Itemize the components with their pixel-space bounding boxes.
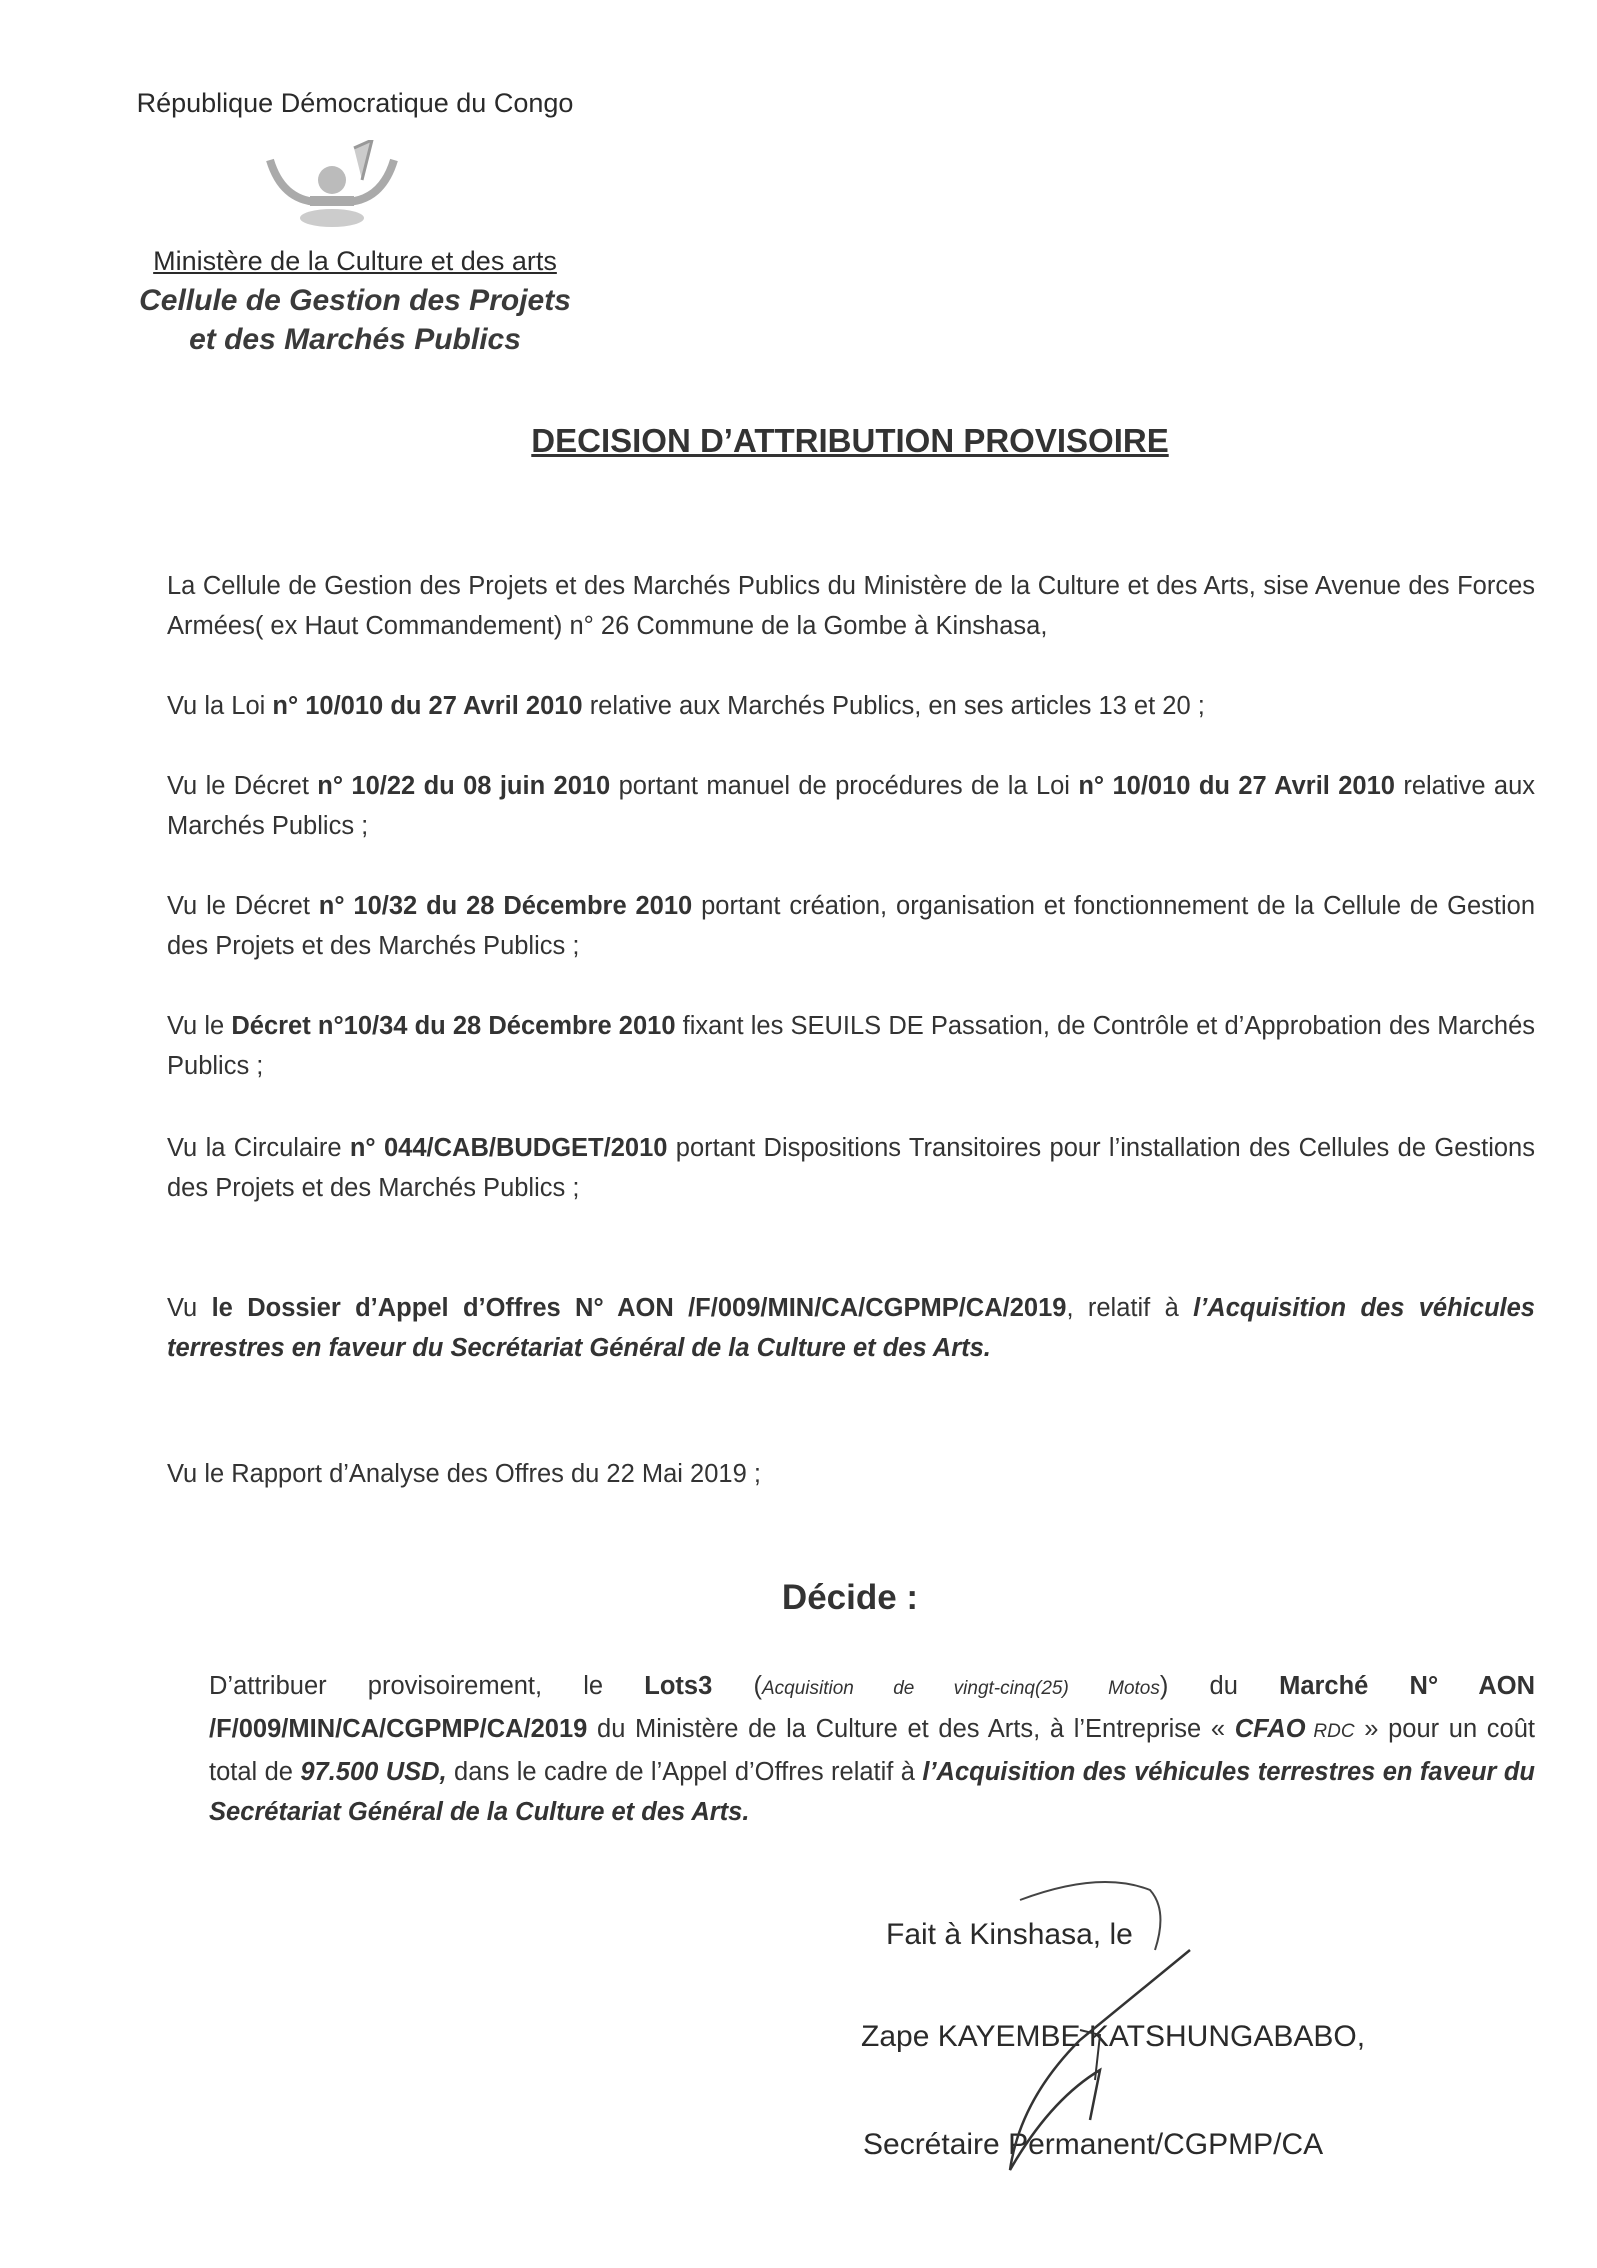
paragraph-intro: La Cellule de Gestion des Projets et des Marchés Publics du Ministère de la Culture et des Arts, sise Avenue des Forces Armées( ex Haut Commandement) n° 26 Commune de la Gombe à Kinshasa, [167,572,1535,640]
signatory-role: Secrétaire Permanent/CGPMP/CA [863,2128,1324,2161]
coat-of-arms-emblem [262,140,402,230]
document-title: DECISION D’ATTRIBUTION PROVISOIRE [531,422,1169,459]
ministry-name: Ministère de la Culture et des arts [153,246,557,276]
paragraph-dossier: Vu le Dossier d’Appel d’Offres N° AON /F/009/MIN/CA/CGPMP/CA/2019, relatif à l’Acquisition des véhicules terrestres en faveur du Secrétariat Général de la Culture et des Arts. [167,1294,1535,1362]
signatory-name: Zape KAYEMBE KATSHUNGABABO, [861,2020,1366,2053]
cell-name-line1: Cellule de Gestion des Projets [139,284,571,317]
handwritten-signature [900,1870,1220,2200]
decide-heading: Décide : [781,1578,919,1617]
paragraph-decret-1034: Vu le Décret n°10/34 du 28 Décembre 2010 fixant les SEUILS DE Passation, de Contrôle et d’Approbation des Marchés Publics ; [167,1012,1535,1080]
country-name: République Démocratique du Congo [136,88,574,118]
paragraph-decret-1022: Vu le Décret n° 10/22 du 08 juin 2010 portant manuel de procédures de la Loi n° 10/010 du 27 Avril 2010 relative aux Marchés Publics ; [167,772,1536,840]
paragraph-rapport: Vu le Rapport d’Analyse des Offres du 22 Mai 2019 ; [167,1460,761,1488]
cell-name-line2: et des Marchés Publics [189,323,521,356]
paragraph-loi: Vu la Loi n° 10/010 du 27 Avril 2010 relative aux Marchés Publics, en ses articles 13 et 20 ; [167,692,1205,720]
paragraph-decret-1032: Vu le Décret n° 10/32 du 28 Décembre 2010 portant création, organisation et fonctionnement de la Cellule de Gestion des Projets et des Marchés Publics ; [167,892,1536,960]
signature-place: Fait à Kinshasa, le [886,1918,1133,1951]
decision-paragraph: D’attribuer provisoirement, le Lots3 (Acquisition de vingt-cinq(25) Motos) du Marché N° AON /F/009/MIN/CA/CGPMP/CA/2019 du Ministère de la Culture et des Arts, à l’Entreprise « CFAO RDC » pour un coût total de 97.500 USD, dans le cadre de l’Appel d’Offres relatif à l’Acquisition des véhicules terrestres en faveur du Secrétariat Général de la Culture et des Arts. [209,1672,1536,1826]
paragraph-circulaire: Vu la Circulaire n° 044/CAB/BUDGET/2010 portant Dispositions Transitoires pour l’installation des Cellules de Gestions des Projets et des Marchés Publics ; [167,1134,1535,1202]
